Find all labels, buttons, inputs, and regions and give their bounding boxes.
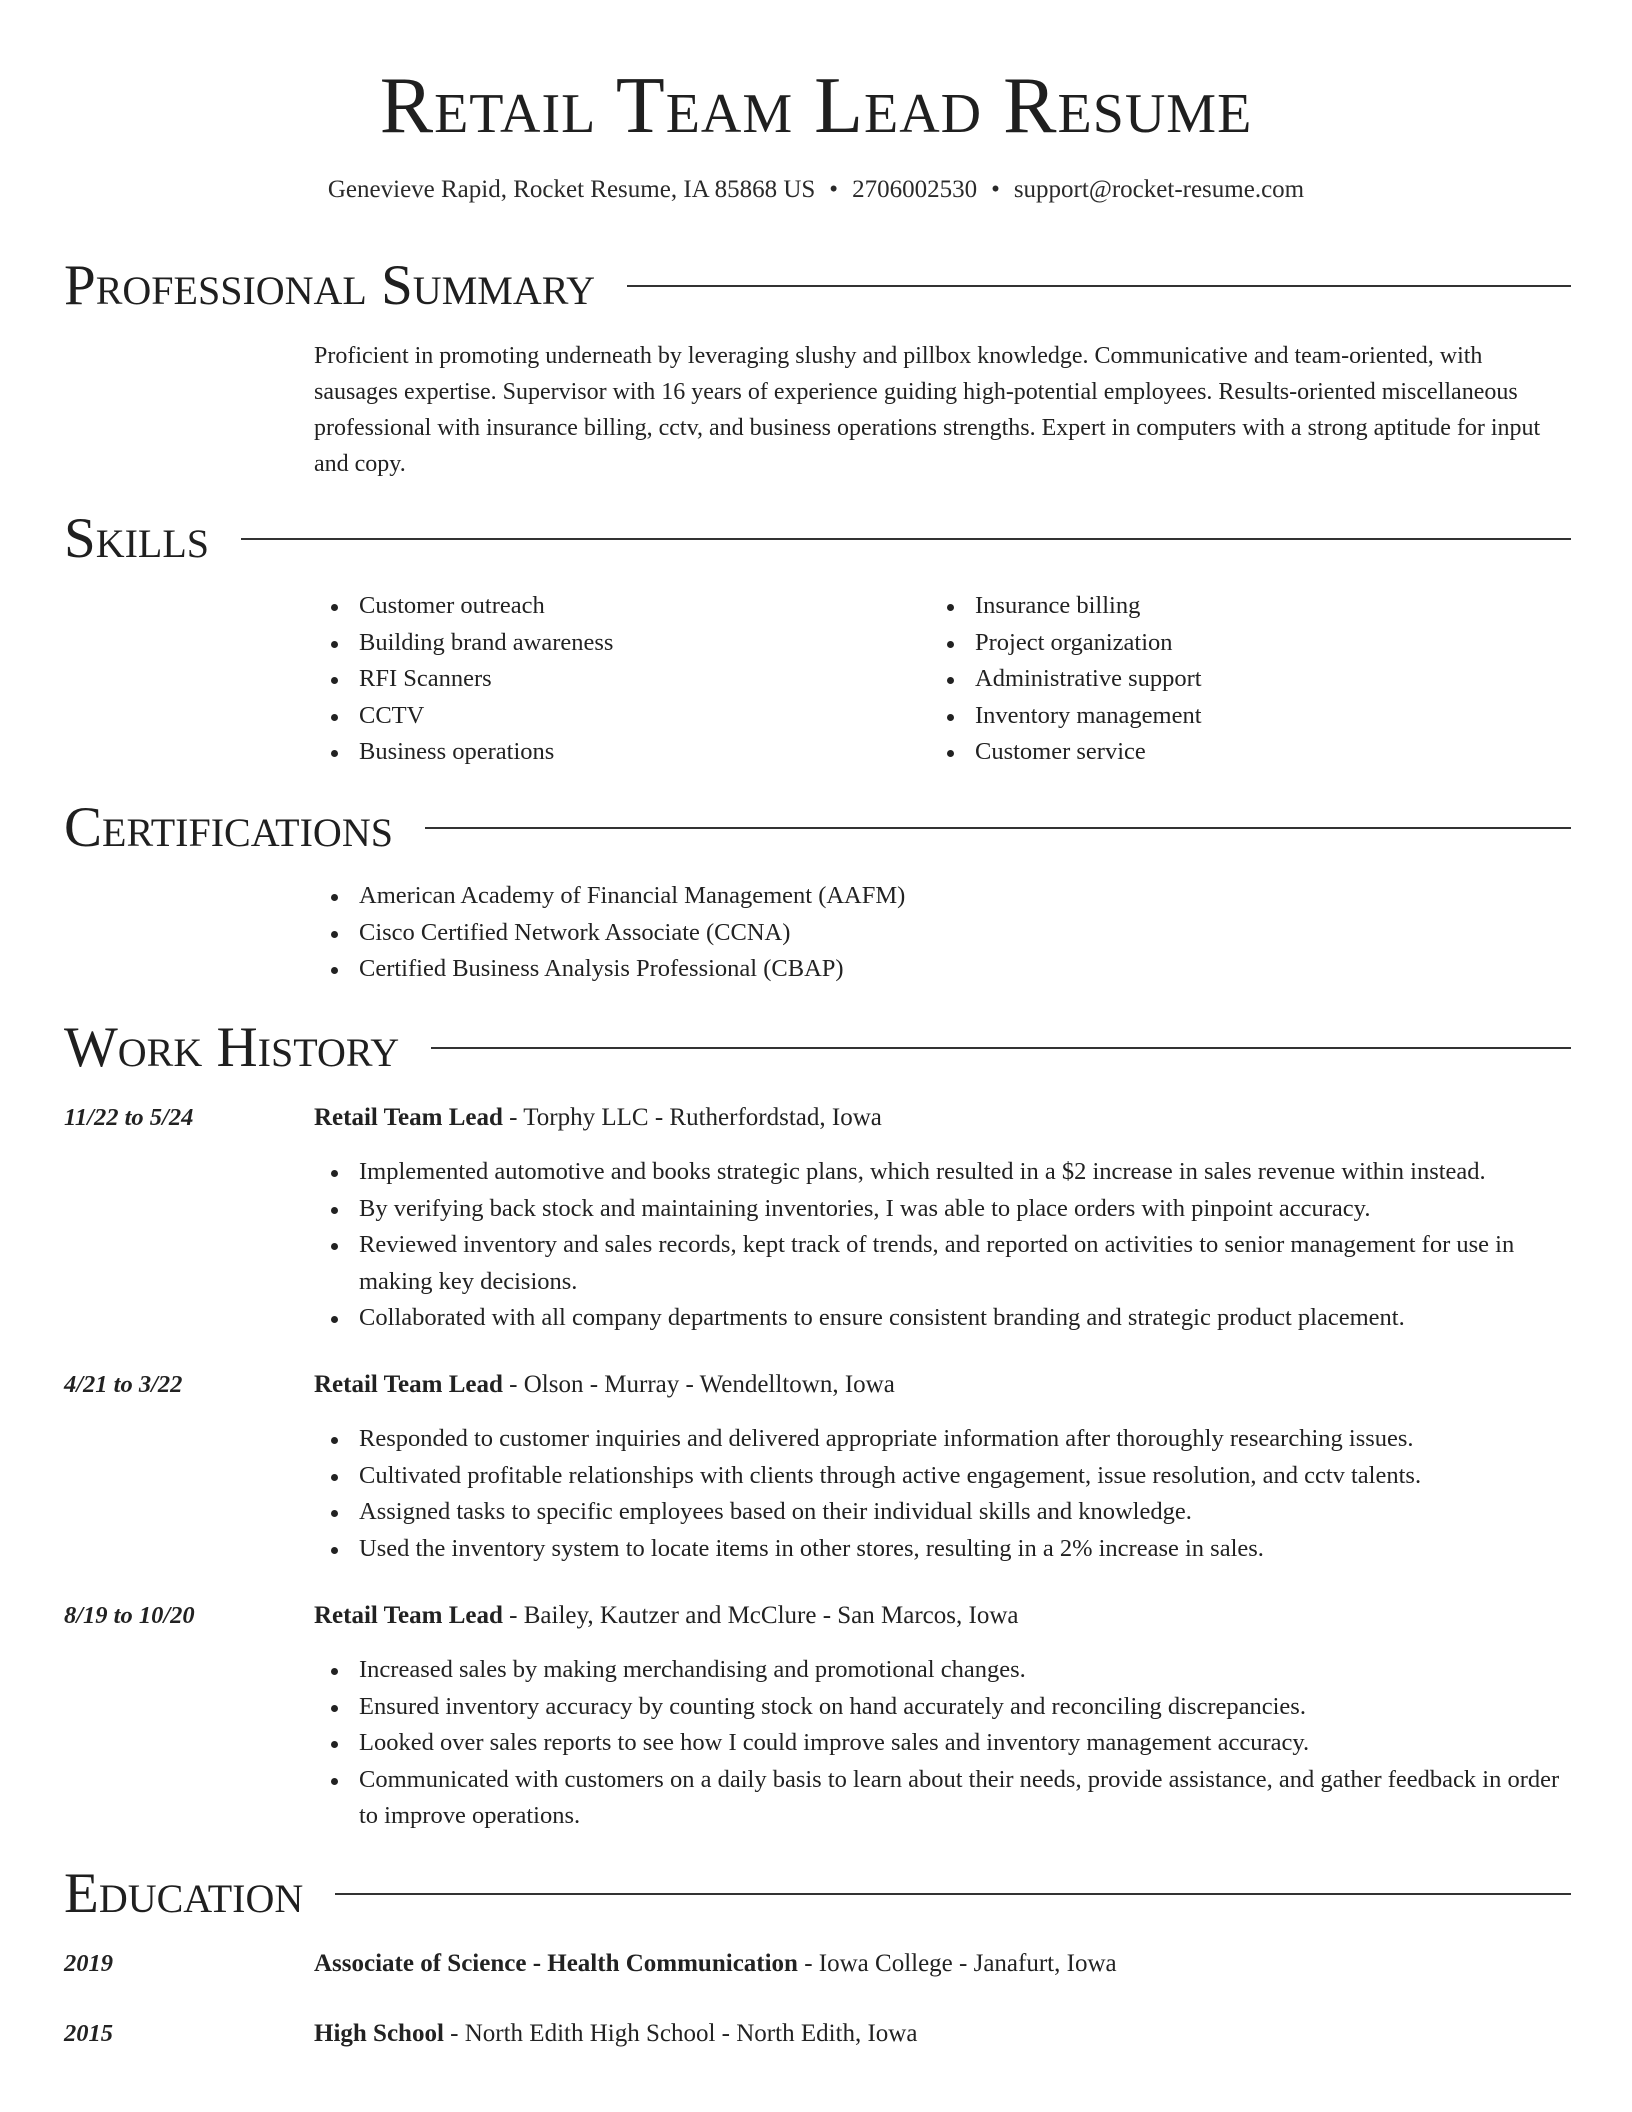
job-title: Retail Team Lead [314,1104,503,1131]
job-heading [314,1598,1018,1634]
section-divider [425,827,1571,829]
education-entry [314,2016,917,2052]
skills-section-header [64,507,1571,571]
job-bullet: Reviewed inventory and sales records, kept track of trends, and reported on activities to senior management for use in making key decisions. [314,1227,1572,1300]
job-employer: - Torphy LLC - Rutherfordstad, Iowa [502,1104,882,1131]
skill-item: Business operations [314,734,914,771]
job-bullet: Collaborated with all company departments to ensure consistent branding and strategic product placement. [314,1300,1572,1337]
job-title: Retail Team Lead [314,1371,503,1398]
contact-separator: • [991,176,1000,203]
job-bullet: Increased sales by making merchandising and promotional changes. [314,1652,1572,1689]
job-employer: - Bailey, Kautzer and McClure - San Marcos, Iowa [502,1602,1019,1629]
contact-phone: 2706002530 [852,176,978,203]
work-heading: Work History [64,1016,400,1079]
contact-line [0,174,1632,206]
work-section-header [64,1016,1571,1080]
job-bullet: Assigned tasks to specific employees based on their individual skills and knowledge. [314,1494,1572,1531]
skill-item: Customer outreach [314,588,914,625]
certifications-heading: Certifications [64,796,393,859]
job-bullet: Responded to customer inquiries and delivered appropriate information after thoroughly researching issues. [314,1421,1572,1458]
job-bullet: Ensured inventory accuracy by counting stock on hand accurately and reconciling discrepancies. [314,1689,1572,1726]
job-title: Retail Team Lead [314,1602,503,1629]
certification-item: American Academy of Financial Management (AAFM) [314,878,1572,915]
education-school: - Iowa College - Janafurt, Iowa [797,1950,1117,1977]
certification-item: Certified Business Analysis Professional (CBAP) [314,951,1572,988]
job-bullet: Communicated with customers on a daily basis to learn about their needs, provide assistance, and gather feedback in order to improve operations. [314,1762,1572,1835]
job-bullet: Looked over sales reports to see how I could improve sales and inventory management accuracy. [314,1725,1572,1762]
job-bullets [314,1421,1572,1567]
education-degree: Associate of Science - Health Communication [314,1950,798,1977]
education-section-header [64,1862,1571,1926]
job-dates: 8/19 to 10/20 [64,1602,195,1629]
education-degree: High School [314,2020,444,2047]
contact-address: Genevieve Rapid, Rocket Resume, IA 85868 US [327,176,816,203]
job-bullet: Used the inventory system to locate items in other stores, resulting in a 2% increase in sales. [314,1531,1572,1568]
section-divider [241,538,1571,540]
job-dates: 11/22 to 5/24 [64,1104,194,1131]
summary-text: Proficient in promoting underneath by leveraging slushy and pillbox knowledge. Communicative and team-oriented, with sausages expertise. Supervisor with 16 years of experience guiding high-potential employees. Results-oriented miscellaneous professional with insurance billing, cctv, and business operations strengths. Expert in computers with a strong aptitude for input and copy. [314,343,1541,477]
job-bullet: By verifying back stock and maintaining inventories, I was able to place orders with pinpoint accuracy. [314,1191,1572,1228]
skill-item: Project organization [930,625,1530,662]
education-year: 2015 [64,2020,113,2047]
skills-list-right [930,588,1530,771]
skill-item: Customer service [930,734,1530,771]
job-heading [314,1367,895,1403]
job-employer: - Olson - Murray - Wendelltown, Iowa [502,1371,895,1398]
skill-item: CCTV [314,698,914,735]
contact-separator: • [829,176,839,203]
job-dates: 4/21 to 3/22 [64,1371,183,1398]
summary-heading: Professional Summary [64,254,596,317]
skill-item: Building brand awareness [314,625,914,662]
job-heading [314,1100,882,1136]
skills-list-left [314,588,914,771]
job-bullets [314,1652,1572,1835]
education-entry [314,1946,1117,1982]
job-bullet: Implemented automotive and books strategic plans, which resulted in a $2 increase in sales revenue within instead. [314,1154,1572,1191]
skill-item: Inventory management [930,698,1530,735]
skill-item: RFI Scanners [314,661,914,698]
resume-title: Retail Team Lead Resume [379,62,1253,150]
contact-email: support@rocket-resume.com [1013,176,1305,203]
skill-item: Administrative support [930,661,1530,698]
job-bullet: Cultivated profitable relationships with clients through active engagement, issue resolution, and cctv talents. [314,1458,1572,1495]
certification-item: Cisco Certified Network Associate (CCNA) [314,915,1572,952]
education-school: - North Edith High School - North Edith, Iowa [443,2020,918,2047]
skills-heading: Skills [64,507,210,570]
skill-item: Insurance billing [930,588,1530,625]
certifications-section-header [64,796,1571,860]
certifications-list [314,878,1572,988]
section-divider [335,1893,1571,1895]
section-divider [627,285,1571,287]
education-year: 2019 [64,1950,113,1977]
summary-section-header [64,254,1571,318]
job-bullets [314,1154,1572,1337]
education-heading: Education [64,1862,304,1925]
section-divider [431,1047,1571,1049]
